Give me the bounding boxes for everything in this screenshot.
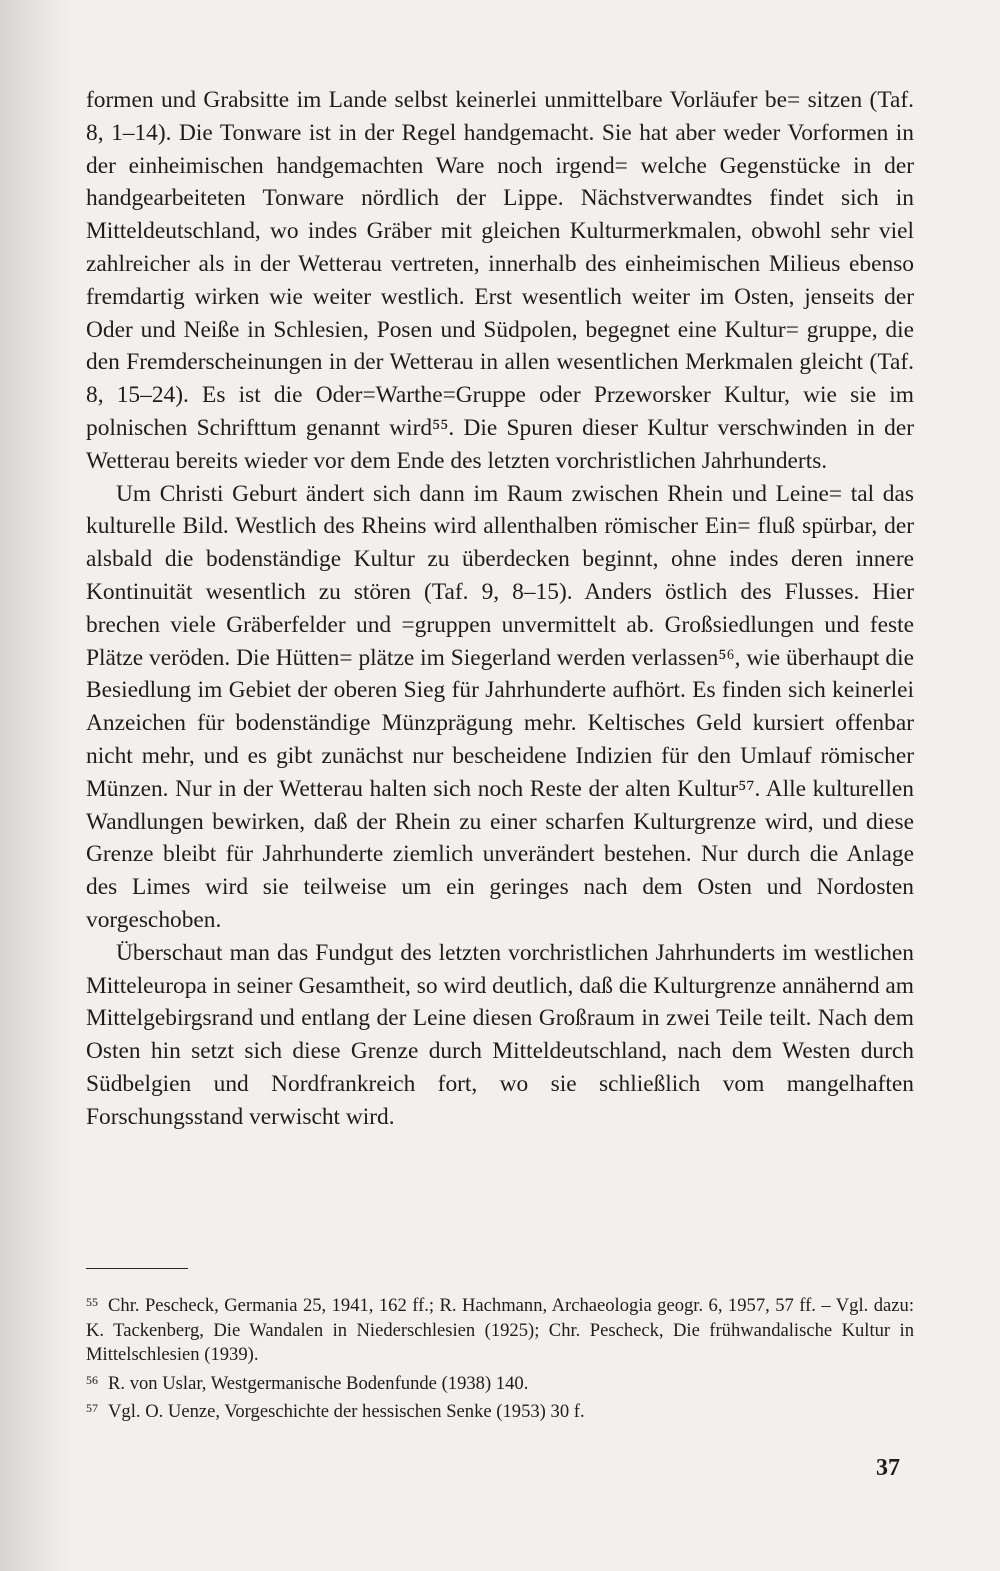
footnote — [86, 1290, 914, 1368]
paragraph: Überschaut man das Fundgut des letzten vorchristlichen Jahrhunderts im westlichen Mitteleuropa in seiner Gesamtheit, so wird deutlich, daß die Kulturgrenze annähernd am Mittelgebirgsrand und entlang der Leine diesen Großraum in zwei Teile teilt. Nach dem Osten hin setzt sich diese Grenze durch Mitteldeutschland, nach dem Westen durch Südbelgien und Nordfrankreich fort, wo sie schließlich vom mangelhaften Forschungsstand verwischt wird. — [86, 939, 914, 1130]
footnote — [86, 1396, 914, 1425]
footnote-text: R. von Uslar, Westgermanische Bodenfunde (1938) 140. — [108, 1372, 529, 1394]
footnote-number: 55 — [86, 1295, 98, 1309]
page-number: 37 — [876, 1455, 900, 1481]
footnote-number: 57 — [86, 1401, 98, 1416]
footnotes — [86, 1290, 914, 1425]
main-text — [86, 84, 914, 1134]
footnote-text: Vgl. O. Uenze, Vorgeschichte der hessischen Senke (1953) 30 f. — [108, 1401, 585, 1423]
footnote-text: Chr. Pescheck, Germania 25, 1941, 162 ff.; R. Hachmann, Archaeologia geogr. 6, 1957, 57 ff. – Vgl. dazu: K. Tackenberg, Die Wandalen in Niederschlesien (1925); Chr. Pescheck, Die frühwandalische Kultur in Mittelschlesien (1939). — [86, 1295, 914, 1366]
footnote-separator — [86, 1268, 188, 1269]
footnote — [86, 1368, 914, 1397]
footnote-number: 56 — [86, 1372, 98, 1387]
page-gutter-shadow — [0, 0, 70, 1571]
paragraph: formen und Grabsitte im Lande selbst keinerlei unmittelbare Vorläufer be= sitzen (Taf. 8, 1–14). Die Tonware ist in der Regel handgemacht. Sie hat aber weder Vorformen in der einheimischen handgemachten Ware noch irgend= welche Gegenstücke in der handgearbeiteten Tonware nördlich der Lippe. Nächstverwandtes findet sich in Mitteldeutschland, wo indes Gräber mit gleichen Kulturmerkmalen, obwohl sehr viel zahlreicher als in der Wetterau vertreten, innerhalb des einheimischen Milieus ebenso fremdartig wirken wie weiter westlich. Erst wesentlich weiter im Osten, jenseits der Oder und Neiße in Schlesien, Posen und Südpolen, begegnet eine Kultur= gruppe, die den Fremderscheinungen in der Wetterau in allen wesentlichen Merkmalen gleicht (Taf. 8, 15–24). Es ist die Oder=Warthe=Gruppe oder Przeworsker Kultur, wie sie im polnischen Schrifttum genannt wird⁵⁵. Die Spuren dieser Kultur verschwinden in der Wetterau bereits wieder vor dem Ende des letzten vorchristlichen Jahrhunderts. — [86, 87, 914, 474]
paragraph: Um Christi Geburt ändert sich dann im Raum zwischen Rhein und Leine= tal das kulturelle Bild. Westlich des Rheins wird allenthalben römischer Ein= fluß spürbar, der alsbald die bodenständige Kultur zu überdecken beginnt, ohne indes deren innere Kontinuität wesentlich zu stören (Taf. 9, 8–15). Anders östlich des Flusses. Hier brechen viele Gräberfelder und =gruppen unvermittelt ab. Großsiedlungen und feste Plätze veröden. Die Hütten= plätze im Siegerland werden verlassen⁵⁶, wie überhaupt die Besiedlung im Gebiet der oberen Sieg für Jahrhunderte aufhört. Es finden sich keinerlei Anzeichen für bodenständige Münzprägung mehr. Keltisches Geld kursiert offenbar nicht mehr, und es gibt zunächst nur bescheidene Indizien für den Umlauf römischer Münzen. Nur in der Wetterau halten sich noch Reste der alten Kultur⁵⁷. Alle kulturellen Wandlungen bewirken, daß der Rhein zu einer scharfen Kulturgrenze wird, und diese Grenze bleibt für Jahrhunderte ziemlich unverändert bestehen. Nur durch die Anlage des Limes wird sie teilweise um ein geringes nach dem Osten und Nordosten vorgeschoben. — [86, 480, 914, 933]
